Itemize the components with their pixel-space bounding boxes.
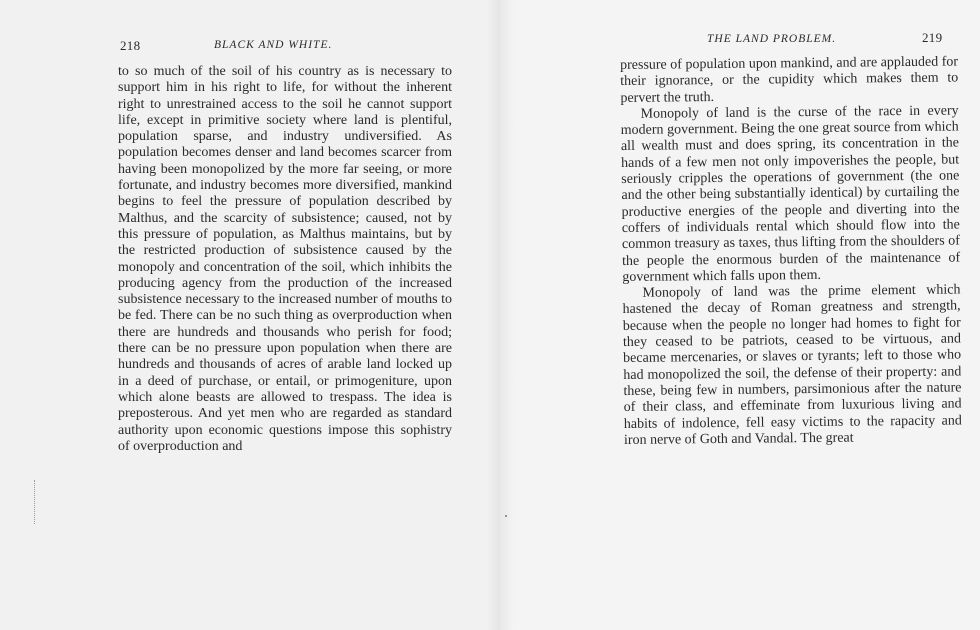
right-paragraph-2: Monopoly of land is the curse of the race in every modern government. Being the one great source from which all wealth must and does spring, its concentration in the hands of a few men not only impoverishes the people, but seriously cripples the operations of government (the one and the other being substantially identical) by curtailing the productive energies of the people and diverting into the coffers of individuals rental which should flow into the common treasury as taxes, thus lifting from the shoulders of the people the enormous burden of the maintenance of government which falls upon them.	[620, 103, 961, 285]
right-page-number: 219	[922, 30, 943, 45]
scan-speck	[505, 515, 507, 517]
right-running-title: THE LAND PROBLEM.	[707, 33, 837, 45]
book-gutter	[486, 0, 514, 630]
left-paragraph: to so much of the soil of his country as is necessary to support him in his right to life, for without the inherent right to unrestrained access to the soil he cannot support life, except in primitive society where land is plentiful, population sparse, and industry undiversified. As population becomes denser and land becomes scarcer from having been monopolized by the more far seeing, or more fortunate, and industry becomes more diversified, mankind begins to feel the pressure of population described by Malthus, and the scarcity of subsistence; caused, not by this pressure of population, as Malthus maintains, but by the restricted production of subsistence caused by the monopoly and concentration of the soil, which inhibits the producing agency from the production of the increased subsistence necessary to the increased number of mouths to be fed. There can be no such thing as overproduction when there are hundreds and thousands who perish for food; there can be no pressure upon population when there are hundreds and thousands of acres of arable land locked up in a deed of purchase, or entail, or primogeniture, upon which alone beasts are allowed to trespass. The idea is preposterous. And yet men who are regarded as standard authority upon economic questions impose this sophistry of overproduction and	[118, 64, 452, 454]
margin-mark	[34, 480, 37, 524]
left-text-column	[118, 64, 452, 455]
left-page-number: 218	[120, 38, 141, 53]
right-paragraph-1: pressure of population upon mankind, and are applauded for their ignorance, or the cupidity which makes them to pervert the truth.	[620, 54, 959, 106]
right-paragraph-3: Monopoly of land was the prime element which hastened the decay of Roman greatness and strength, because when the people no longer had homes to fight for they ceased to be patriots, ceased to be virtuous, and became mercenaries, or slaves or tyrants; left to those who had monopolized the soil, the defense of their property: and these, being few in numbers, parsimonious after the nature of their class, and effeminate from luxurious living and habits of indolence, fell easy victims to the rapacity and iron nerve of Goth and Vandal. The great	[622, 282, 962, 448]
right-text-column	[620, 54, 962, 449]
left-running-title: BLACK AND WHITE.	[214, 39, 333, 51]
